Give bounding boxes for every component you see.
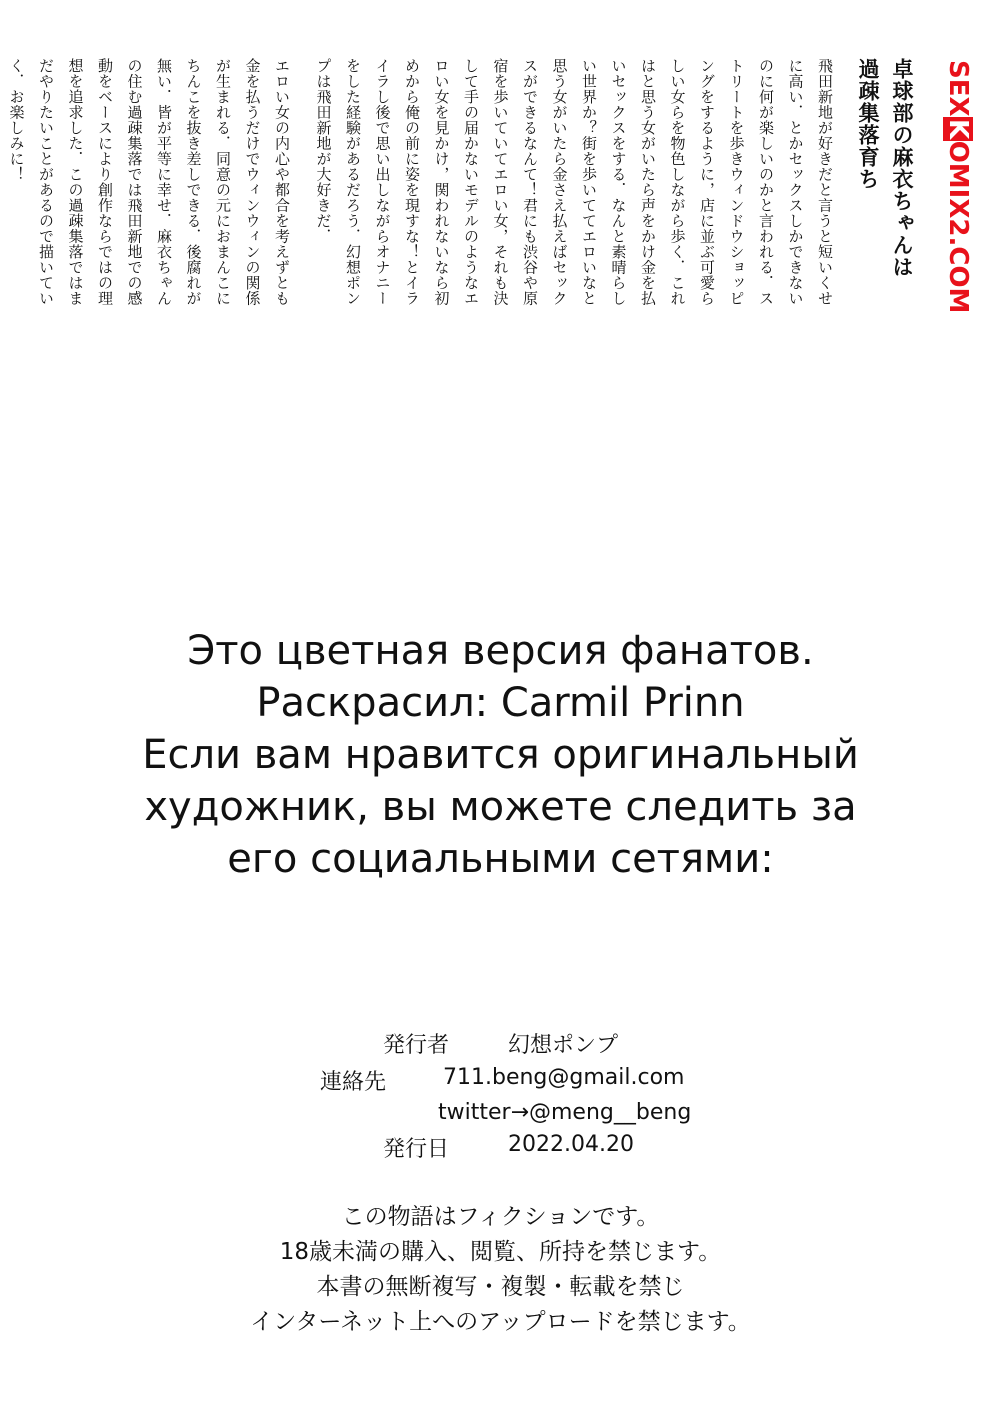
publisher-label: 発行者: [383, 1033, 450, 1058]
afterword-line: い世界か？街を歩いててエロいなと: [580, 58, 598, 306]
afterword-line: が生まれる．同意の元におまんこに: [214, 58, 232, 306]
afterword-line: いセックスをする．なんと素晴らし: [609, 58, 628, 306]
translator-note-line: Это цветная версия фанатов.: [187, 628, 814, 674]
site-watermark: [933, 60, 973, 380]
afterword-paragraph-1: [308, 58, 839, 528]
afterword-line: 動をベースにより創作ならではの理: [96, 58, 114, 306]
afterword-line: 思う女がいたら金さえ払えばセック: [550, 58, 569, 306]
afterword-line: ングをするように，店に並ぶ可愛ら: [698, 58, 716, 306]
legal-notice-line: インターネット上へのアップロードを禁じます。: [250, 1309, 751, 1335]
watermark-k: K: [943, 118, 973, 139]
translator-note-line: Раскрасил: Carmil Prinn: [256, 680, 745, 726]
afterword-line: く．お楽しみに！: [7, 58, 26, 182]
afterword-line: して手の届かないモデルのようなエ: [462, 58, 480, 306]
date-label: 発行日: [383, 1137, 450, 1162]
afterword-line: をした経験があるだろう．幻想ポン: [344, 58, 362, 306]
legal-notice-line: この物語はフィクションです。: [341, 1204, 660, 1230]
afterword-line: の住む過疎集落では飛田新地での感: [125, 58, 144, 306]
afterword-line: ちんこを抜き差しできる．後腐れが: [184, 58, 203, 306]
afterword-line: めから俺の前に姿を現すな！とイラ: [403, 58, 421, 306]
afterword-title-line1: 卓球部の麻衣ちゃんは: [890, 58, 914, 278]
translator-note-line: художник, вы можете следить за: [144, 784, 857, 830]
translator-note-line: его социальными сетями:: [227, 836, 774, 882]
afterword-line: ロい女を見かけ，関われないなら初: [432, 58, 451, 306]
afterword-line: に高い．とかセックスしかできない: [786, 58, 805, 306]
contact-label: 連絡先: [320, 1070, 387, 1095]
afterword-line: のに何が楽しいのかと言われる．ス: [757, 58, 775, 306]
legal-notice: [0, 1200, 1001, 1340]
contact-twitter: twitter→@meng__beng: [438, 1100, 692, 1125]
translator-note: [0, 625, 1001, 885]
legal-notice-line: 18歳未満の購入、閲覧、所持を禁じます。: [279, 1239, 722, 1265]
afterword-line: 金を払うだけでウィンウィンの関係: [243, 58, 262, 306]
afterword-paragraph-2: [1, 58, 296, 528]
afterword-line: 想を追求した．この過疎集落ではま: [66, 58, 85, 306]
afterword-line: プは飛田新地が大好きだ．: [314, 58, 333, 244]
afterword-line: しい女らを物色しながら歩く．これ: [668, 58, 687, 306]
afterword-line: 宿を歩いていてエロい女，それも決: [491, 58, 510, 306]
afterword-line: はと思う女がいたら声をかけ金を払: [639, 58, 657, 306]
afterword-line: スができるなんて！君にも渋谷や原: [521, 58, 539, 306]
afterword-line: 無い．皆が平等に幸せ．麻衣ちゃん: [155, 58, 173, 306]
date-value: 2022.04.20: [508, 1132, 634, 1157]
afterword-line: 飛田新地が好きだと言うと短いくせ: [816, 58, 834, 306]
afterword-title-line2: 過疎集落育ち: [856, 58, 880, 190]
watermark-prefix: SEX: [943, 60, 973, 117]
watermark-suffix: OMIX2.COM: [943, 140, 973, 314]
afterword-line: トリートを歩きウィンドウショッピ: [727, 58, 746, 306]
afterword-line: イラし後で思い出しながらオナニー: [373, 58, 392, 306]
afterword-line: エロい女の内心や都合を考えずとも: [273, 58, 291, 306]
contact-email: 711.beng@gmail.com: [443, 1065, 685, 1090]
afterword-line: だやりたいことがあるので描いてい: [37, 58, 55, 306]
legal-notice-line: 本書の無断複写・複製・転載を禁じ: [316, 1274, 685, 1300]
translator-note-line: Если вам нравится оригинальный: [142, 732, 859, 778]
publisher-value: 幻想ポンプ: [508, 1033, 619, 1058]
afterword-block: [0, 58, 919, 528]
